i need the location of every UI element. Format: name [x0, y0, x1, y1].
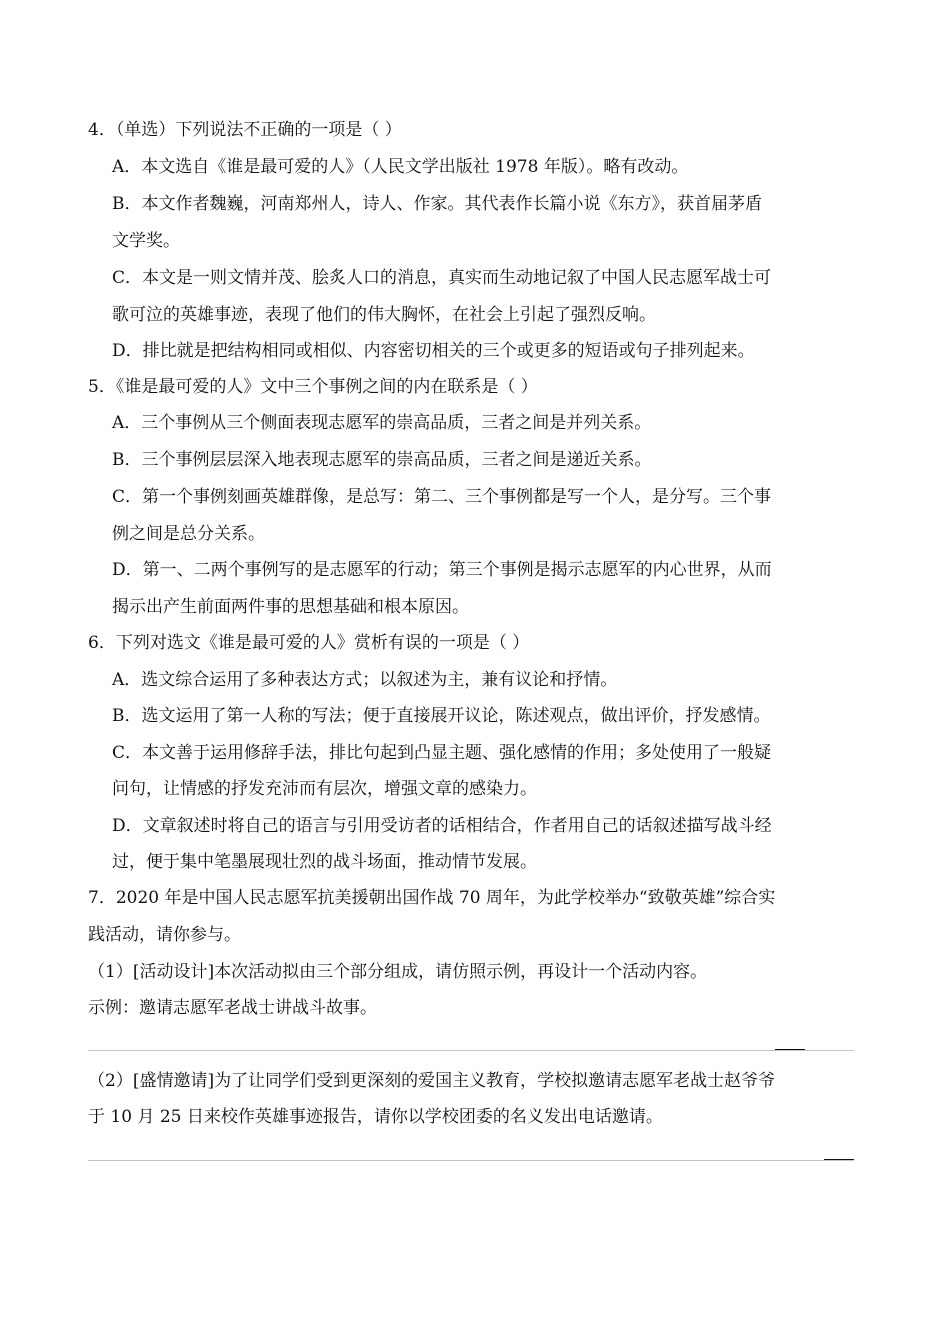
question-6-option-c-line-2: 问句，让情感的抒发充沛而有层次，增强文章的感染力。 — [112, 779, 537, 799]
question-6-option-a: A．选文综合运用了多种表达方式；以叙述为主，兼有议论和抒情。 — [112, 670, 618, 690]
question-4-stem: 4．（单选）下列说法不正确的一项是（ ） — [88, 120, 402, 140]
question-7-part-1: （1）[活动设计]本次活动拟由三个部分组成，请仿照示例，再设计一个活动内容。 — [88, 962, 708, 982]
question-4-option-b-line-2: 文学奖。 — [112, 231, 180, 251]
question-7-stem-line-2: 践活动，请你参与。 — [88, 925, 241, 945]
question-6-stem: 6．下列对选文《谁是最可爱的人》赏析有误的一项是（ ） — [88, 633, 530, 653]
question-7-stem-line-1: 7．2020 年是中国人民志愿军抗美援朝出国作战 70 周年，为此学校举办“致敬英雄”综合实 — [88, 888, 776, 908]
question-6-option-b: B．选文运用了第一人称的写法；便于直接展开议论，陈述观点，做出评价，抒发感情。 — [112, 706, 771, 726]
answer-line-1 — [88, 1050, 854, 1051]
question-6-option-d-line-1: D．文章叙述时将自己的语言与引用受访者的话相结合，作者用自己的话叙述描写战斗经 — [112, 816, 772, 836]
question-4-option-d: D．排比就是把结构相同或相似、内容密切相关的三个或更多的短语或句子排列起来。 — [112, 341, 755, 361]
question-6-option-c-line-1: C．本文善于运用修辞手法，排比句起到凸显主题、强化感情的作用；多处使用了一般疑 — [112, 743, 772, 763]
question-7-part-2-line-1: （2）[盛情邀请]为了让同学们受到更深刻的爱国主义教育，学校拟邀请志愿军老战士赵爷爷 — [88, 1071, 776, 1091]
question-4-option-c-line-1: C．本文是一则文情并茂、脍炙人口的消息，真实而生动地记叙了中国人民志愿军战士可 — [112, 268, 772, 288]
question-5-option-d-line-2: 揭示出产生前面两件事的思想基础和根本原因。 — [112, 597, 469, 617]
answer-line-2 — [88, 1160, 854, 1161]
question-4-option-a: A．本文选自《谁是最可爱的人》（人民文学出版社 1978 年版）。略有改动。 — [112, 157, 689, 177]
question-7-part-2-line-2: 于 10 月 25 日来校作英雄事迹报告，请你以学校团委的名义发出电话邀请。 — [88, 1107, 663, 1127]
question-7-example: 示例：邀请志愿军老战士讲战斗故事。 — [88, 998, 377, 1018]
question-5-option-b: B．三个事例层层深入地表现志愿军的崇高品质，三者之间是递近关系。 — [112, 450, 652, 470]
question-6-option-d-line-2: 过，便于集中笔墨展现壮烈的战斗场面，推动情节发展。 — [112, 852, 537, 872]
answer-line-1-mark — [775, 1049, 805, 1050]
question-5-option-c-line-2: 例之间是总分关系。 — [112, 524, 265, 544]
question-4-option-c-line-2: 歌可泣的英雄事迹，表现了他们的伟大胸怀，在社会上引起了强烈反响。 — [112, 305, 656, 325]
question-5-option-c-line-1: C．第一个事例刻画英雄群像，是总写：第二、三个事例都是写一个人，是分写。三个事 — [112, 487, 772, 507]
question-5-stem: 5．《谁是最可爱的人》文中三个事例之间的内在联系是（ ） — [88, 377, 538, 397]
question-5-option-d-line-1: D．第一、二两个事例写的是志愿军的行动；第三个事例是揭示志愿军的内心世界，从而 — [112, 560, 772, 580]
answer-line-2-mark — [824, 1159, 854, 1160]
question-4-option-b-line-1: B．本文作者魏巍，河南郑州人，诗人、作家。其代表作长篇小说《东方》，获首届茅盾 — [112, 194, 762, 214]
question-5-option-a: A．三个事例从三个侧面表现志愿军的崇高品质，三者之间是并列关系。 — [112, 413, 652, 433]
